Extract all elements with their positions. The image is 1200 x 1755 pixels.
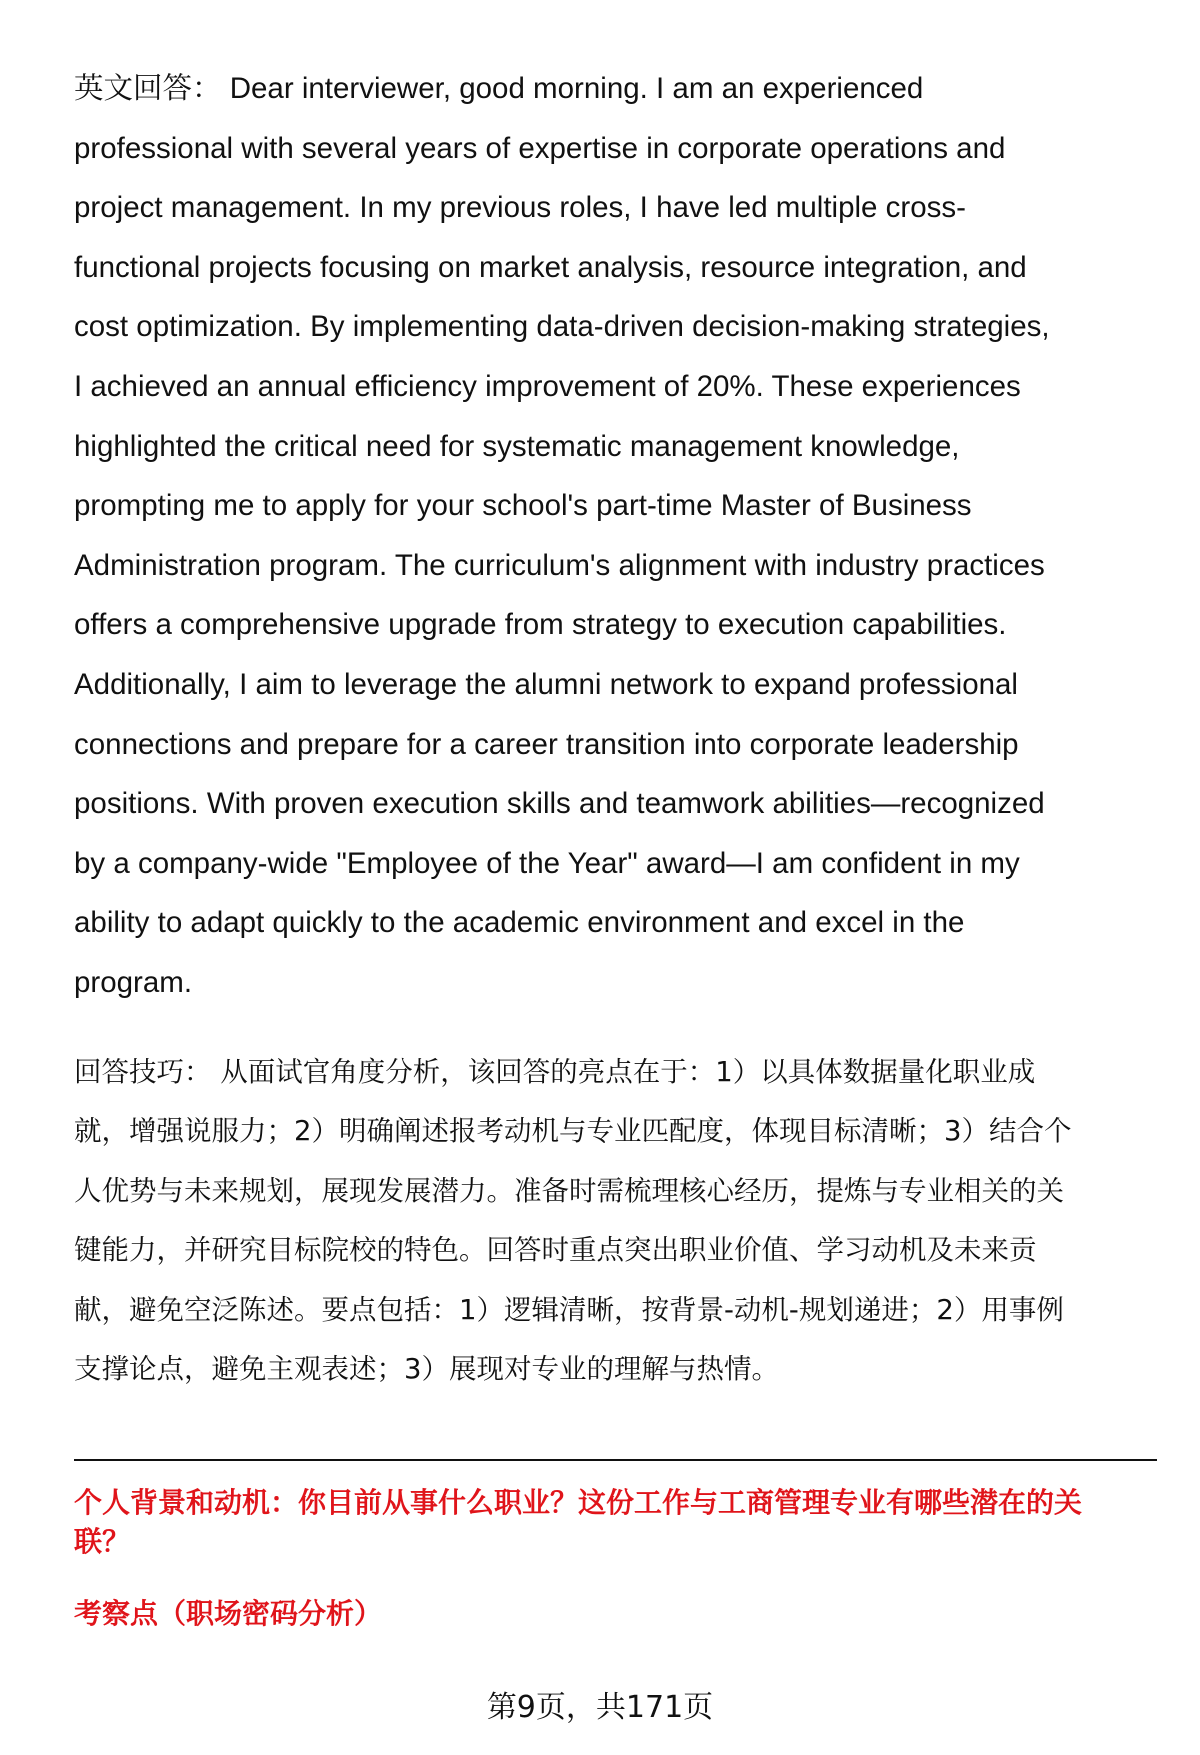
text-line: highlighted the critical need for systematic management knowledge, — [74, 429, 960, 463]
text-line: cost optimization. By implementing data-driven decision-making strategies, — [74, 310, 1050, 344]
text-line: prompting me to apply for your school's part-time Master of Business — [74, 489, 972, 523]
text-line: I achieved an annual efficiency improvement of 20%. These experiences — [74, 370, 1021, 403]
question-line: 个人背景和动机：你目前从事什么职业？这份工作与工商管理专业有哪些潜在的关 — [74, 1486, 1083, 1519]
text-line: Administration program. The curriculum's alignment with industry practices — [74, 548, 1045, 582]
text-line: ability to adapt quickly to the academic environment and excel in the — [74, 906, 965, 940]
text-line: by a company-wide "Employee of the Year" award—I am confident in my — [74, 846, 1020, 880]
text-line: 键能力，并研究目标院校的特色。回答时重点突出职业价值、学习动机及未来贡 — [74, 1234, 1037, 1267]
text-line: 献，避免空泛陈述。要点包括：1）逻辑清晰，按背景-动机-规划递进；2）用事例 — [74, 1293, 1064, 1326]
text-line: functional projects focusing on market analysis, resource integration, and — [74, 250, 1027, 284]
question-line: 联？ — [74, 1525, 131, 1558]
text-line: 英文回答： Dear interviewer, good morning. I am an experienced — [74, 72, 924, 105]
text-line: 就，增强说服力；2）明确阐述报考动机与专业匹配度，体现目标清晰；3）结合个 — [74, 1115, 1072, 1148]
text-line: offers a comprehensive upgrade from strategy to execution capabilities. — [74, 608, 1007, 642]
text-line: 人优势与未来规划，展现发展潜力。准备时需梳理核心经历，提炼与专业相关的关 — [74, 1174, 1064, 1207]
text-line: program. — [74, 966, 193, 999]
divider — [74, 1459, 1157, 1461]
text-line: Additionally, I aim to leverage the alumni network to expand professional — [74, 668, 1018, 701]
page-number: 第9页，共171页 — [486, 1690, 714, 1725]
text-line: 回答技巧： 从面试官角度分析，该回答的亮点在于：1）以具体数据量化职业成 — [74, 1056, 1036, 1088]
text-line: 支撑论点，避免主观表述；3）展现对专业的理解与热情。 — [74, 1353, 779, 1385]
text-line: connections and prepare for a career transition into corporate leadership — [74, 727, 1019, 761]
text-line: positions. With proven execution skills and teamwork abilities—recognized — [74, 787, 1045, 821]
text-line: project management. In my previous roles, I have led multiple cross- — [74, 191, 966, 225]
text-line: professional with several years of expertise in corporate operations and — [74, 131, 1006, 165]
section-subheading: 考察点（职场密码分析） — [74, 1597, 383, 1630]
